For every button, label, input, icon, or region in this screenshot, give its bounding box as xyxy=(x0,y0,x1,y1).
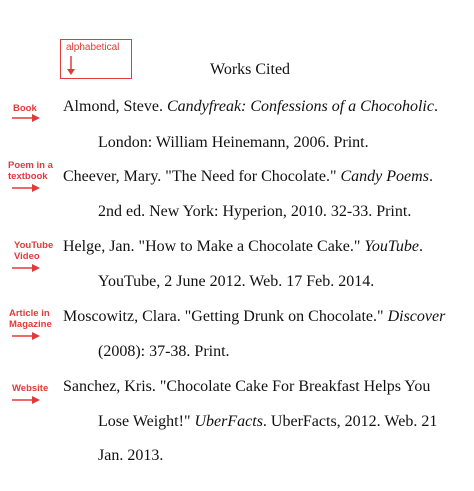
label-line: YouTube xyxy=(14,240,54,251)
label-line: Website xyxy=(12,383,49,394)
citation-text: . xyxy=(418,238,423,255)
entry-label-poem xyxy=(8,160,53,182)
citation-text: Almond, Steve. xyxy=(63,98,167,115)
entry-website-line-3: Jan. 2013. xyxy=(98,447,164,464)
citation-text: Lose Weight!" xyxy=(98,413,195,430)
citation-text: . UberFacts, 2012. Web. 21 xyxy=(262,413,438,430)
entry-label-website xyxy=(12,383,48,394)
entry-label-magazine xyxy=(9,308,52,330)
citation-text: Cheever, Mary. "The Need for Chocolate." xyxy=(63,168,341,185)
right-arrow-icon xyxy=(12,396,40,404)
citation-text: Moscowitz, Clara. "Getting Drunk on Chocolate." xyxy=(63,308,388,325)
label-line: textbook xyxy=(8,171,48,182)
right-arrow-icon xyxy=(12,332,40,340)
entry-website-line-2 xyxy=(98,412,437,432)
entry-magazine-line-1 xyxy=(63,307,445,327)
entry-label-youtube xyxy=(14,240,53,262)
page-title: Works Cited xyxy=(210,61,291,78)
down-arrow-icon xyxy=(66,56,76,76)
citation-title: YouTube xyxy=(364,238,419,255)
citation-text: . xyxy=(433,98,438,115)
label-line: Book xyxy=(13,103,37,114)
entry-youtube-line-1 xyxy=(63,237,423,257)
label-line: Poem in a xyxy=(8,160,53,171)
label-line: Video xyxy=(14,251,40,262)
entry-book-line-1 xyxy=(63,97,438,117)
right-arrow-icon xyxy=(12,184,40,192)
entry-book-line-2: London: William Heinemann, 2006. Print. xyxy=(98,134,369,151)
entry-poem-line-2: 2nd ed. New York: Hyperion, 2010. 32-33. Print. xyxy=(98,203,412,220)
entry-magazine-line-2: (2008): 37-38. Print. xyxy=(98,343,230,360)
citation-text: Helge, Jan. "How to Make a Chocolate Cake." xyxy=(63,238,365,255)
citation-text: Sanchez, Kris. "Chocolate Cake For Breakfast Helps You xyxy=(63,378,431,395)
citation-title: Candy Poems xyxy=(340,168,429,185)
citation-title: Candyfreak: Confessions of a Chocoholic xyxy=(167,98,434,115)
label-line: Article in xyxy=(9,308,50,319)
citation-text: . xyxy=(428,168,433,185)
citation-title: Discover xyxy=(387,308,446,325)
citation-title: UberFacts xyxy=(194,413,263,430)
right-arrow-icon xyxy=(12,114,40,122)
right-arrow-icon xyxy=(12,264,40,272)
alphabetical-callout-label: alphabetical xyxy=(66,42,120,53)
entry-website-line-1 xyxy=(63,377,430,397)
label-line: Magazine xyxy=(9,319,52,330)
entry-poem-line-1 xyxy=(63,167,433,187)
entry-label-book xyxy=(13,103,37,114)
entry-youtube-line-2: YouTube, 2 June 2012. Web. 17 Feb. 2014. xyxy=(98,273,375,290)
